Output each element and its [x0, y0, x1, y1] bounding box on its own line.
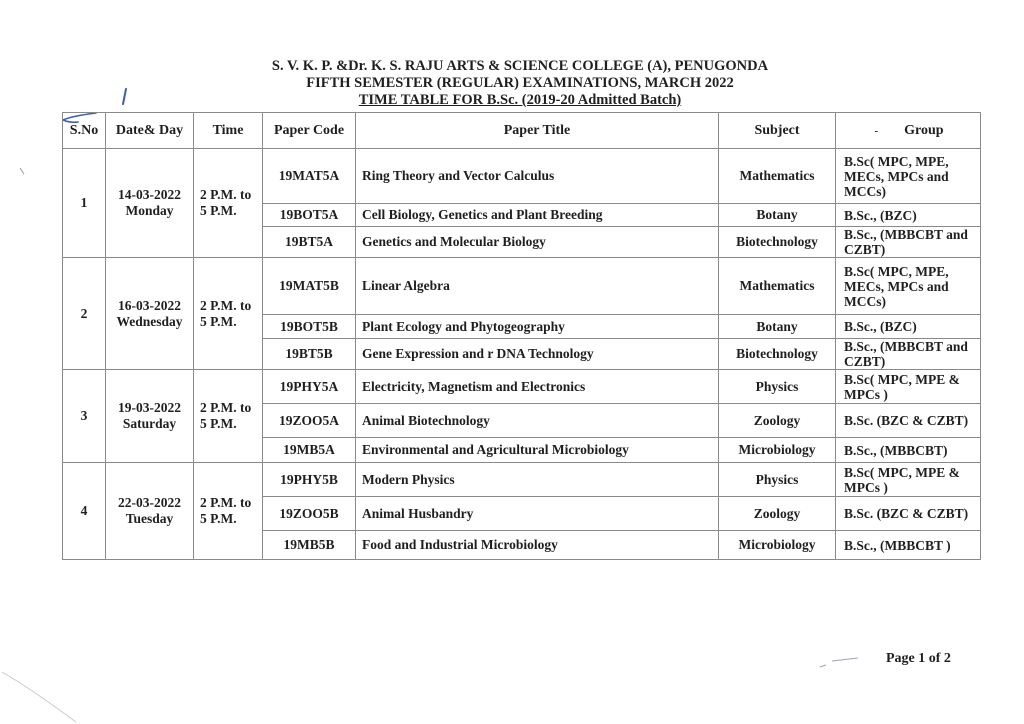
paper-title-cell: Environmental and Agricultural Microbiology: [356, 438, 719, 463]
col-header-subject: Subject: [719, 113, 836, 149]
table-header-row: [63, 113, 981, 149]
col-header-group: [836, 113, 981, 149]
timetable-title: TIME TABLE FOR B.Sc. (2019-20 Admitted Batch): [358, 92, 682, 108]
paper-code-cell: 19PHY5A: [263, 370, 356, 404]
college-name: S. V. K. P. &Dr. K. S. RAJU ARTS & SCIENCE COLLEGE (A), PENUGONDA: [271, 58, 769, 74]
paper-title-cell: Electricity, Magnetism and Electronics: [356, 370, 719, 404]
time-cell: 2 P.M. to 5 P.M.: [194, 258, 263, 370]
date-day-cell: [106, 149, 194, 258]
paper-title-cell: Food and Industrial Microbiology: [356, 531, 719, 560]
group-cell: B.Sc., (MBBCBT and CZBT): [836, 227, 981, 258]
date: 19-03-2022: [118, 400, 181, 415]
date: 22-03-2022: [118, 495, 181, 510]
group-cell: B.Sc( MPC, MPE & MPCs ): [836, 463, 981, 497]
paper-title-cell: Genetics and Molecular Biology: [356, 227, 719, 258]
group-cell: B.Sc. (BZC & CZBT): [836, 404, 981, 438]
exam-title: FIFTH SEMESTER (REGULAR) EXAMINATIONS, MARCH 2022: [306, 75, 734, 91]
group-cell: B.Sc., (MBBCBT ): [836, 531, 981, 560]
group-header-mark: -: [874, 124, 879, 137]
group-cell: B.Sc., (BZC): [836, 204, 981, 227]
subject-cell: Biotechnology: [719, 227, 836, 258]
sno-cell: 3: [63, 370, 106, 463]
subject-cell: Botany: [719, 315, 836, 339]
paper-code-cell: 19BT5A: [263, 227, 356, 258]
group-cell: B.Sc., (BZC): [836, 315, 981, 339]
time-cell: 2 P.M. to 5 P.M.: [194, 370, 263, 463]
col-header-date-day: Date& Day: [106, 113, 194, 149]
subject-cell: Physics: [719, 370, 836, 404]
paper-code-cell: 19BOT5A: [263, 204, 356, 227]
paper-code-cell: 19MB5A: [263, 438, 356, 463]
paper-title-cell: Gene Expression and r DNA Technology: [356, 339, 719, 370]
page-number: Page 1 of 2: [886, 651, 951, 666]
sno-cell: 2: [63, 258, 106, 370]
paper-title-cell: Plant Ecology and Phytogeography: [356, 315, 719, 339]
col-header-time: Time: [194, 113, 263, 149]
day: Saturday: [122, 416, 177, 431]
subject-cell: Botany: [719, 204, 836, 227]
paper-title-cell: Animal Biotechnology: [356, 404, 719, 438]
date-day-cell: [106, 370, 194, 463]
stray-mark-icon: [18, 166, 26, 176]
group-cell: B.Sc( MPC, MPE, MECs, MPCs and MCCs): [836, 149, 981, 204]
table-row: [63, 149, 981, 204]
date-day-cell: [106, 258, 194, 370]
sno-cell: 1: [63, 149, 106, 258]
subject-cell: Microbiology: [719, 531, 836, 560]
timetable: [62, 112, 981, 560]
pen-tick-mark-icon: [118, 88, 130, 106]
paper-code-cell: 19BT5B: [263, 339, 356, 370]
table-row: [63, 370, 981, 404]
group-cell: B.Sc( MPC, MPE & MPCs ): [836, 370, 981, 404]
table-row: [63, 258, 981, 315]
day: Wednesday: [116, 313, 183, 329]
paper-title-cell: Linear Algebra: [356, 258, 719, 315]
subject-cell: Mathematics: [719, 258, 836, 315]
stray-corner-mark-icon: [0, 668, 80, 724]
paper-code-cell: 19MAT5B: [263, 258, 356, 315]
date-day-cell: [106, 463, 194, 560]
sno-cell: 4: [63, 463, 106, 560]
subject-cell: Zoology: [719, 497, 836, 531]
paper-title-cell: Cell Biology, Genetics and Plant Breeding: [356, 204, 719, 227]
col-header-paper-code: Paper Code: [263, 113, 356, 149]
col-header-sno: S.No: [63, 113, 106, 149]
paper-code-cell: 19BOT5B: [263, 315, 356, 339]
day: Tuesday: [125, 511, 174, 526]
paper-code-cell: 19MAT5A: [263, 149, 356, 204]
subject-cell: Microbiology: [719, 438, 836, 463]
pen-dash-mark-icon: [818, 655, 868, 669]
date: 14-03-2022: [118, 187, 181, 202]
subject-cell: Mathematics: [719, 149, 836, 204]
subject-cell: Zoology: [719, 404, 836, 438]
paper-title-cell: Ring Theory and Vector Calculus: [356, 149, 719, 204]
paper-title-cell: Modern Physics: [356, 463, 719, 497]
subject-cell: Physics: [719, 463, 836, 497]
group-header-label: Group: [904, 122, 944, 138]
col-header-paper-title: Paper Title: [356, 113, 719, 149]
group-cell: B.Sc. (BZC & CZBT): [836, 497, 981, 531]
time-cell: 2 P.M. to 5 P.M.: [194, 463, 263, 560]
date: 16-03-2022: [118, 297, 181, 313]
table-row: [63, 463, 981, 497]
paper-code-cell: 19PHY5B: [263, 463, 356, 497]
paper-title-cell: Animal Husbandry: [356, 497, 719, 531]
time-cell: 2 P.M. to 5 P.M.: [194, 149, 263, 258]
group-cell: B.Sc( MPC, MPE, MECs, MPCs and MCCs): [836, 258, 981, 315]
group-cell: B.Sc., (MBBCBT and CZBT): [836, 339, 981, 370]
paper-code-cell: 19MB5B: [263, 531, 356, 560]
day: Monday: [125, 203, 174, 218]
group-cell: B.Sc., (MBBCBT): [836, 438, 981, 463]
paper-code-cell: 19ZOO5A: [263, 404, 356, 438]
paper-code-cell: 19ZOO5B: [263, 497, 356, 531]
subject-cell: Biotechnology: [719, 339, 836, 370]
